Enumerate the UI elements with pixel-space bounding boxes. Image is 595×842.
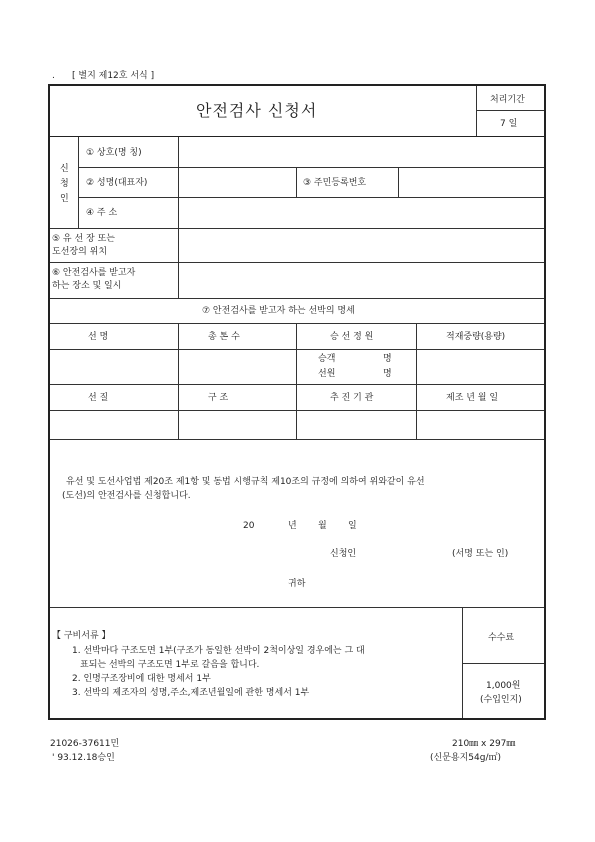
applicant-group-divider [78,137,79,228]
processing-value: 7 일 [500,119,518,129]
applicant-label-1: 신 [60,164,69,174]
documents-title: 【 구비서류 】 [52,631,111,641]
passenger-label: 승객 [318,354,336,364]
field-ssn: ③ 주민등록번호 [303,178,367,188]
fee-label: 수수료 [488,633,515,643]
date-year-unit: 년 [288,521,297,531]
ship-col-1 [178,323,179,439]
header-dot: . [52,71,55,81]
document-item-2: 2. 인명구조장비에 대한 명세서 1부 [72,674,211,684]
form-title: 안전검사 신청서 [196,101,318,120]
row6-label-2: 하는 장소 및 일시 [52,281,122,291]
declaration-line-1: 유선 및 도선사업법 제20조 제1항 및 동법 시행규칙 제10조의 규정에 의하여 위와같이 유선 [66,477,425,487]
ssn-left-divider [296,167,297,197]
ssn-right-divider [398,167,399,197]
header-capacity: 승 선 정 원 [330,332,374,342]
header-ship-name: 선 명 [88,332,109,342]
passenger-unit: 명 [383,354,392,364]
form-label: [ 별지 제12호 서식 ] [72,71,155,81]
frame-left [48,84,50,720]
field-name: ② 성명(대표자) [86,178,148,188]
fee-label-bottom [462,663,544,664]
ship-header1-bottom [50,349,544,350]
field-company: ① 상호(명 칭) [86,148,142,158]
ship-title-bottom [50,323,544,324]
applicant-label-2: 청 [60,179,69,189]
frame-right [544,84,546,720]
header-material: 선 질 [88,393,109,403]
ship-section-bottom [50,439,544,440]
footer-size: 210㎜ x 297㎜ [452,739,516,749]
ship-section-title: ⑦ 안전검사를 받고자 하는 선박의 명세 [202,306,355,316]
title-divider [476,86,477,136]
document-item-1a: 1. 선박마다 구조도면 1부(구조가 동일한 선박이 2척이상일 경우에는 그 대 [72,646,365,656]
date-year: 20 [243,521,255,531]
header-structure: 구 조 [208,393,229,403]
frame-bottom [48,718,546,720]
row5-label-1: ⑤ 유 선 장 또는 [52,234,115,244]
row2-bottom [78,197,544,198]
fee-note: (수입인지) [480,695,522,705]
header-engine: 추 진 기 관 [330,393,374,403]
document-item-1b: 표되는 선박의 구조도면 1부로 갈음을 합니다. [80,660,260,670]
footer-paper: (신문용지54g/㎡) [430,753,501,763]
applicant-label-divider [178,137,179,228]
applicant-label-3: 인 [60,194,69,204]
sign-or-seal-label: (서명 또는 인) [452,549,509,559]
declaration-line-2: (도선)의 안전검사를 신청합니다. [62,491,191,501]
row5-divider [178,228,179,298]
row5-label-2: 도선장의 위치 [52,247,108,257]
date-day-unit: 일 [348,521,357,531]
header-load: 적재중량(용량) [446,332,506,342]
addressee-label: 귀하 [288,579,306,589]
document-item-3: 3. 선박의 제조자의 성명,주소,제조년월일에 관한 명세서 1부 [72,688,310,698]
ship-col-3 [416,323,417,439]
ship-header2-bottom [50,410,544,411]
ship-data1-bottom [50,384,544,385]
processing-label: 처리기간 [490,95,525,105]
processing-divider [476,110,544,111]
ship-col-2 [296,323,297,439]
footer-code: 21026-37611민 [50,739,120,749]
applicant-bottom [50,228,544,229]
field-address: ④ 주 소 [86,208,118,218]
crew-unit: 명 [383,369,392,379]
header-tonnage: 총 톤 수 [208,332,240,342]
row1-bottom [78,167,544,168]
crew-label: 선원 [318,369,336,379]
title-bottom [50,136,544,137]
date-month-unit: 월 [318,521,327,531]
row6-bottom [50,298,544,299]
header-built-date: 제조 년 월 일 [446,393,499,403]
declaration-bottom [50,607,544,608]
frame-top [48,84,546,86]
row6-label-1: ⑥ 안전검사를 받고자 [52,268,136,278]
fee-amount: 1,000원 [486,681,521,691]
applicant-sign-label: 신청인 [330,549,357,559]
footer-approval: ' 93.12.18승인 [52,753,115,763]
row5-bottom [50,262,544,263]
